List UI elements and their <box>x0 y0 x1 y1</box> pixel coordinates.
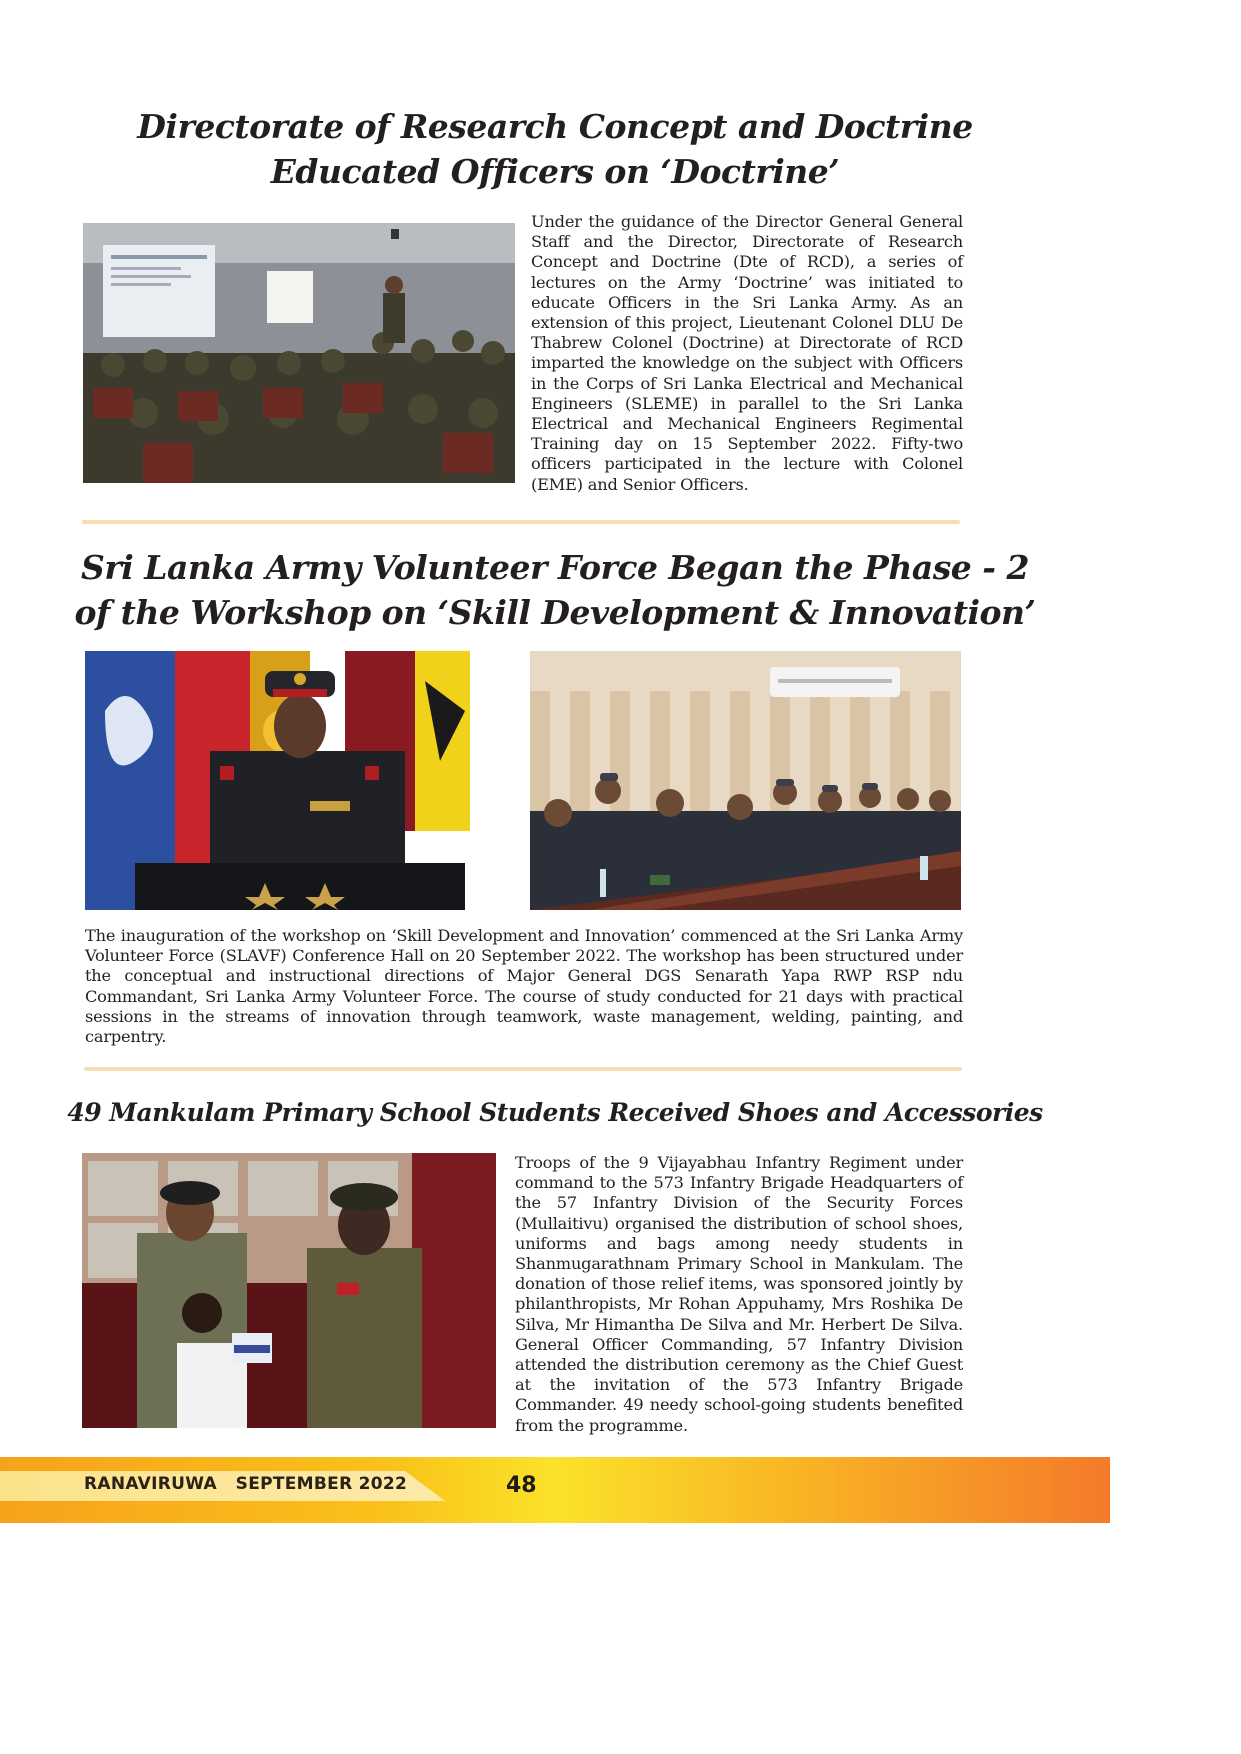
article-3-headline: 49 Mankulam Primary School Students Received Shoes and Accessories <box>67 1098 1043 1127</box>
article-2-headline: Sri Lanka Army Volunteer Force Began the Phase - 2 of the Workshop on ‘Skill Development & Innovation’ <box>74 548 1036 632</box>
lecture-hall-photo <box>83 223 515 483</box>
section-divider <box>82 520 960 524</box>
article-1-headline: Directorate of Research Concept and Doctrine Educated Officers on ‘Doctrine’ <box>137 107 973 191</box>
publication-label: RANAVIRUWA SEPTEMBER 2022 <box>84 1474 408 1494</box>
conference-table-photo <box>530 651 961 910</box>
page-number: 48 <box>506 1473 537 1498</box>
speaker-podium-photo <box>85 651 515 910</box>
article-3-body: Troops of the 9 Vijayabhau Infantry Regiment under command to the 573 Infantry Brigade Headquarters of the 57 Infantry Division of the Security Forces (Mullaitivu) organised the distribution of school shoes, uniforms and bags among needy students in Shanmugarathnam Primary School in Mankulam. The donation of those relief items, was sponsored jointly by philanthropists, Mr Rohan Appuhamy, Mrs Roshika De Silva, Mr Himantha De Silva and Mr. Herbert De Silva. General Officer Commanding, 57 Infantry Division attended the distribution ceremony as the Chief Guest at the invitation of the 573 Infantry Brigade Commander. 49 needy school-going students benefited from the programme. <box>515 1153 963 1435</box>
section-divider <box>84 1067 962 1071</box>
article-2-body: The inauguration of the workshop on ‘Skill Development and Innovation’ commenced at the Sri Lanka Army Volunteer Force (SLAVF) Conference Hall on 20 September 2022. The workshop has been structured under the conceptual and instructional directions of Major General DGS Senarath Yapa RWP RSP ndu Commandant, Sri Lanka Army Volunteer Force. The course of study conducted for 21 days with practical sessions in the streams of innovation through teamwork, waste management, welding, painting, and carpentry. <box>85 926 963 1047</box>
shoe-donation-photo <box>82 1153 496 1428</box>
article-1-body: Under the guidance of the Director General General Staff and the Director, Directorate of Research Concept and Doctrine (Dte of RCD), a series of lectures on the Army ‘Doctrine’ was initiated to educate Officers in the Sri Lanka Army. As an extension of this project, Lieutenant Colonel DLU De Thabrew Colonel (Doctrine) at Directorate of RCD imparted the knowledge on the subject with Officers in the Corps of Sri Lanka Electrical and Mechanical Engineers (SLEME) in parallel to the Sri Lanka Electrical and Mechanical Engineers Regimental Training day on 15 September 2022. Fifty-two officers participated in the lecture with Colonel (EME) and Senior Officers. <box>531 212 963 494</box>
